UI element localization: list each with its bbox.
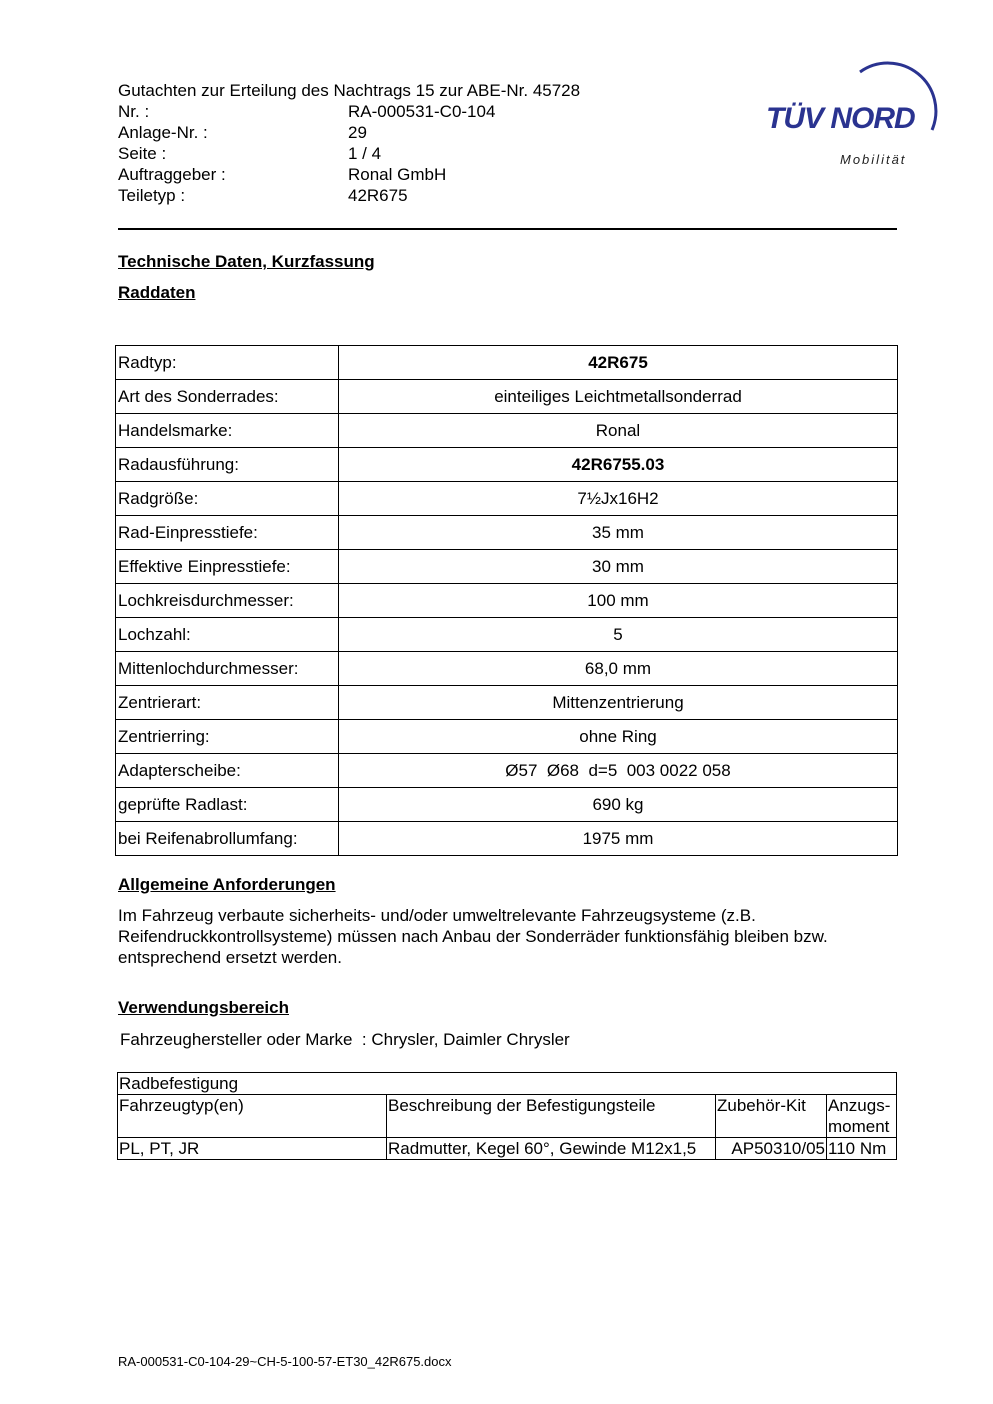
column-header: Zubehör-Kit <box>716 1095 827 1138</box>
requirements-text: Im Fahrzeug verbaute sicherheits- und/oder umweltrelevante Fahrzeugsysteme (z.B. Reifendruckkontrollsysteme) müssen nach Anbau der Sonderräder funktionsfähig bleiben bzw. entsprechend ersetzt werden. <box>118 906 828 967</box>
header-label: Auftraggeber : <box>118 165 226 184</box>
table-row <box>116 346 898 380</box>
vehicle-cell: PL, PT, JR <box>118 1138 387 1160</box>
logo-brand: TÜV NORD <box>766 102 915 135</box>
row-value: 68,0 mm <box>339 652 898 686</box>
table-row <box>116 754 898 788</box>
row-value: 690 kg <box>339 788 898 822</box>
row-label: Adapterscheibe: <box>116 754 339 788</box>
row-value: Ø57 Ø68 d=5 003 0022 058 <box>339 754 898 788</box>
header-label: Anlage-Nr. : <box>118 123 208 142</box>
table-row <box>116 448 898 482</box>
row-value: 35 mm <box>339 516 898 550</box>
mounting-table <box>117 1072 897 1160</box>
table-row <box>116 380 898 414</box>
table-header-row <box>118 1095 897 1138</box>
tuv-nord-logo <box>762 56 942 171</box>
make-value: Chrysler, Daimler Chrysler <box>371 1030 570 1049</box>
header-label: Teiletyp : <box>118 186 186 205</box>
column-header: Beschreibung der Befestigungsteile <box>387 1095 716 1138</box>
table-row <box>116 618 898 652</box>
table-row <box>116 516 898 550</box>
row-label: bei Reifenabrollumfang: <box>116 822 339 856</box>
vehicle-make-line <box>120 1030 570 1050</box>
section-title: Technische Daten, Kurzfassung <box>118 252 375 271</box>
row-value: 42R675 <box>339 346 898 380</box>
table-row <box>118 1138 897 1160</box>
row-label: Zentrierring: <box>116 720 339 754</box>
wheel-data-table <box>115 345 898 856</box>
file-name-footer: RA-000531-C0-104-29~CH-5-100-57-ET30_42R675.docx <box>118 1354 452 1369</box>
make-label: Fahrzeughersteller oder Marke : <box>120 1030 367 1049</box>
header-label: Seite : <box>118 144 167 163</box>
description-cell: Radmutter, Kegel 60°, Gewinde M12x1,5 <box>387 1138 716 1160</box>
row-label: Effektive Einpresstiefe: <box>116 550 339 584</box>
table-row <box>116 652 898 686</box>
document-header <box>118 80 580 206</box>
header-row-seite <box>118 143 580 164</box>
header-row-auftraggeber <box>118 164 580 185</box>
row-label: Lochzahl: <box>116 618 339 652</box>
header-value: RA-000531-C0-104 <box>348 102 496 121</box>
header-label: Nr. : <box>118 102 150 121</box>
row-value: ohne Ring <box>339 720 898 754</box>
header-value: Ronal GmbH <box>348 165 447 184</box>
header-row-anlage <box>118 122 580 143</box>
row-value: 5 <box>339 618 898 652</box>
row-label: geprüfte Radlast: <box>116 788 339 822</box>
row-label: Rad-Einpresstiefe: <box>116 516 339 550</box>
column-header: Fahrzeugtyp(en) <box>118 1095 387 1138</box>
requirements-title: Allgemeine Anforderungen <box>118 875 336 894</box>
row-label: Mittenlochdurchmesser: <box>116 652 339 686</box>
header-value: 1 / 4 <box>348 144 382 163</box>
row-value: 42R6755.03 <box>339 448 898 482</box>
row-label: Radtyp: <box>116 346 339 380</box>
table-row <box>116 686 898 720</box>
row-value: 1975 mm <box>339 822 898 856</box>
mounting-title: Radbefestigung <box>118 1073 897 1095</box>
row-label: Radausführung: <box>116 448 339 482</box>
usage-title: Verwendungsbereich <box>118 998 289 1017</box>
table-row <box>118 1073 897 1095</box>
table-row <box>116 414 898 448</box>
row-value: 100 mm <box>339 584 898 618</box>
document-title: Gutachten zur Erteilung des Nachtrags 15 zur ABE-Nr. 45728 <box>118 81 581 100</box>
row-value: 30 mm <box>339 550 898 584</box>
kit-cell: AP50310/05 <box>716 1138 827 1160</box>
row-label: Lochkreisdurchmesser: <box>116 584 339 618</box>
row-value: Mittenzentrierung <box>339 686 898 720</box>
row-label: Radgröße: <box>116 482 339 516</box>
row-label: Art des Sonderrades: <box>116 380 339 414</box>
logo-subtitle: Mobilität <box>840 152 907 167</box>
header-divider <box>118 228 897 230</box>
table-row <box>116 482 898 516</box>
torque-cell: 110 Nm <box>827 1138 897 1160</box>
subsection-title: Raddaten <box>118 283 196 302</box>
header-row-teiletyp <box>118 185 580 206</box>
table-row <box>116 822 898 856</box>
header-value: 42R675 <box>348 186 408 205</box>
table-row <box>116 788 898 822</box>
table-row <box>116 584 898 618</box>
row-value: Ronal <box>339 414 898 448</box>
column-header: Anzugs-moment <box>827 1095 897 1138</box>
row-value: 7½Jx16H2 <box>339 482 898 516</box>
header-value: 29 <box>348 123 367 142</box>
header-row-nr <box>118 101 580 122</box>
row-label: Zentrierart: <box>116 686 339 720</box>
row-value: einteiliges Leichtmetallsonderrad <box>339 380 898 414</box>
table-row <box>116 720 898 754</box>
table-row <box>116 550 898 584</box>
row-label: Handelsmarke: <box>116 414 339 448</box>
